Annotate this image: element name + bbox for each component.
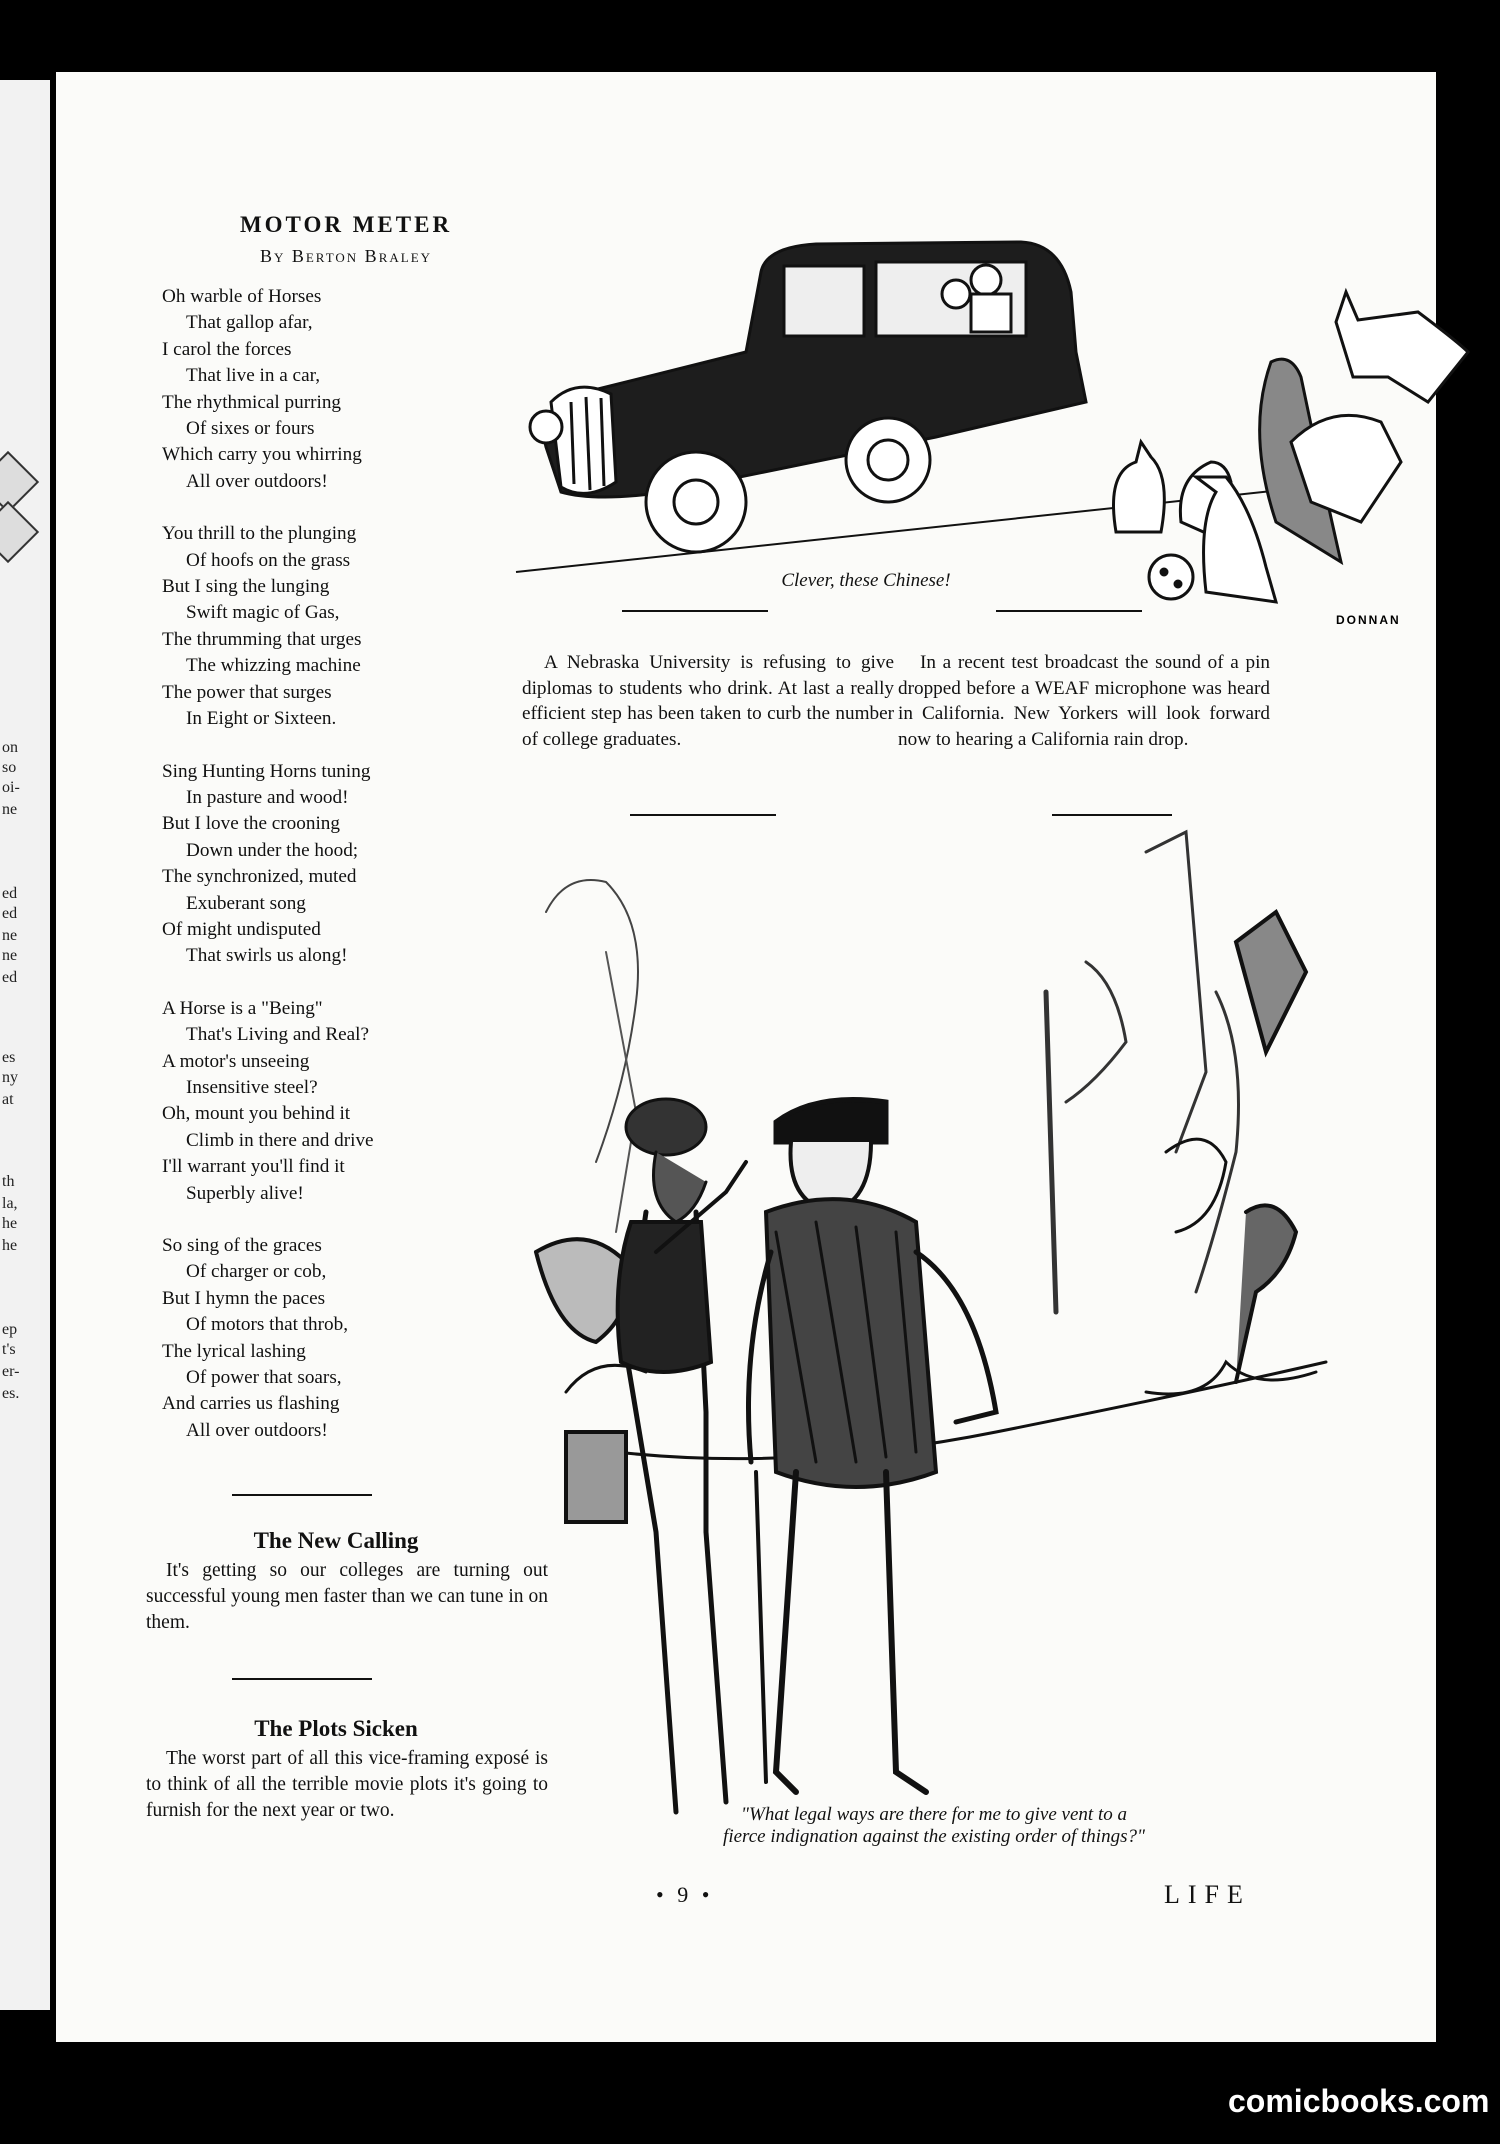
facing-page-text-fragment: he xyxy=(2,1215,18,1232)
plots-sicken-heading: The Plots Sicken xyxy=(254,1716,418,1741)
poem-line: The whizzing machine xyxy=(186,655,361,677)
divider xyxy=(232,1494,372,1496)
poem-line: I'll warrant you'll find it xyxy=(162,1156,345,1178)
cartoon2-caption-line1: "What legal ways are there for me to give vent to a xyxy=(741,1804,1127,1825)
facing-page-text-fragment: ep xyxy=(2,1321,18,1338)
ornament-icon xyxy=(0,501,39,563)
poem-line: Oh, mount you behind it xyxy=(162,1103,351,1125)
poem-line: You thrill to the plunging xyxy=(162,523,357,545)
poem-title: MOTOR METER xyxy=(239,212,453,237)
divider xyxy=(622,610,768,612)
facing-page-text-fragment: ne xyxy=(2,947,18,964)
joke-weaf xyxy=(898,650,1270,752)
facing-page-edge xyxy=(0,80,50,2010)
poem-line: Swift magic of Gas, xyxy=(186,602,340,624)
cartoon2-caption-line2: fierce indignation against the existing order of things?" xyxy=(723,1826,1145,1847)
facing-page-text-fragment: th xyxy=(2,1173,15,1190)
facing-page-text-fragment: ny xyxy=(2,1069,18,1086)
cartoon2-caption xyxy=(496,1804,1372,1848)
poem-line: Insensitive steel? xyxy=(186,1076,318,1098)
poem-line: A motor's unseeing xyxy=(162,1050,310,1072)
poem-stanza xyxy=(162,759,522,970)
poem-body xyxy=(162,284,522,1470)
poem-line: In pasture and wood! xyxy=(186,786,349,808)
cartoon-signature: DONNAN xyxy=(1336,613,1401,627)
poem-line: Of sixes or fours xyxy=(186,418,315,440)
poem-line: Sing Hunting Horns tuning xyxy=(162,760,371,782)
poem-line: The lyrical lashing xyxy=(162,1340,306,1362)
poem-stanza xyxy=(162,284,522,495)
poem-line: Climb in there and drive xyxy=(186,1129,374,1151)
poem-line: Down under the hood; xyxy=(186,839,359,861)
facing-page-text-fragment: on xyxy=(2,739,18,756)
watermark: comicbooks.com xyxy=(1228,2083,1490,2119)
new-calling-body: It's getting so our colleges are turning out successful young men faster than we can tune in on them. xyxy=(146,1560,548,1633)
poem-line: That gallop afar, xyxy=(186,312,313,334)
poem-line: The power that surges xyxy=(162,681,332,703)
poem-line: But I hymn the paces xyxy=(162,1287,326,1309)
new-calling-heading: The New Calling xyxy=(253,1528,419,1553)
poem-line: That's Living and Real? xyxy=(186,1024,370,1046)
divider xyxy=(630,814,776,816)
new-calling-text xyxy=(146,1558,548,1636)
poem-line: That live in a car, xyxy=(186,365,321,387)
facing-page-text-fragment: ed xyxy=(2,969,18,986)
facing-page-text-fragment: ed xyxy=(2,885,18,902)
facing-page-text-fragment: ed xyxy=(2,905,18,922)
poem-stanza xyxy=(162,996,522,1207)
poem-stanza xyxy=(162,1233,522,1444)
divider xyxy=(1052,814,1172,816)
poem-line: In Eight or Sixteen. xyxy=(186,708,337,730)
poem-line: But I love the crooning xyxy=(162,813,340,835)
poem-stanza xyxy=(162,521,522,732)
divider xyxy=(996,610,1142,612)
facing-page-text-fragment: ne xyxy=(2,927,18,944)
poem-line: But I sing the lunging xyxy=(162,576,330,598)
poem-line: And carries us flashing xyxy=(162,1393,340,1415)
joke-nebraska-text: A Nebraska University is refusing to give diplomas to students who drink. At last a really efficient step has been taken to curb the number of college graduates. xyxy=(522,652,894,750)
poem-line: Of hoofs on the grass xyxy=(186,549,351,571)
poem-line: I carol the forces xyxy=(162,338,292,360)
facing-page-text-fragment: es xyxy=(2,1049,16,1066)
poem-line: A Horse is a "Being" xyxy=(162,997,323,1019)
facing-page-text-fragment: t's xyxy=(2,1341,16,1358)
poem-line: All over outdoors! xyxy=(186,1419,328,1441)
facing-page-text-fragment: at xyxy=(2,1091,14,1108)
poem-line: The rhythmical purring xyxy=(162,391,342,413)
plots-sicken-body: The worst part of all this vice-framing exposé is to think of all the terrible movie plots it's going to furnish for the next year or two. xyxy=(146,1748,548,1821)
poem-author: By Berton Braley xyxy=(259,246,433,266)
poem-line: Of power that soars, xyxy=(186,1367,342,1389)
facing-page-text-fragment: oi- xyxy=(2,779,20,796)
poem-line: The synchronized, muted xyxy=(162,866,357,888)
poem-line: All over outdoors! xyxy=(186,470,328,492)
joke-nebraska xyxy=(522,650,894,752)
poem-line: Oh warble of Horses xyxy=(162,286,322,307)
facing-page-text-fragment: er- xyxy=(2,1363,20,1380)
facing-page-text-fragment: he xyxy=(2,1237,18,1254)
poem-line: Of charger or cob, xyxy=(186,1261,327,1283)
facing-page-text-fragment: so xyxy=(2,759,17,776)
cartoon1-caption: Clever, these Chinese! xyxy=(781,570,951,591)
magazine-name: LIFE xyxy=(1164,1880,1251,1909)
magazine-page xyxy=(56,72,1436,2042)
poem-line: Of motors that throb, xyxy=(186,1314,349,1336)
poem-line: Superbly alive! xyxy=(186,1182,304,1204)
poem-line: Of might undisputed xyxy=(162,918,321,940)
facing-page-text-fragment: ne xyxy=(2,801,18,818)
poem-line: Which carry you whirring xyxy=(162,444,362,466)
doorman-and-tramp-sketch xyxy=(526,832,1366,1832)
facing-page-text-fragment: es. xyxy=(2,1385,20,1402)
page-number: • 9 • xyxy=(656,1882,714,1907)
poem-line: So sing of the graces xyxy=(162,1235,322,1256)
poem-line: Exuberant song xyxy=(186,892,306,914)
divider xyxy=(232,1678,372,1680)
joke-weaf-text: In a recent test broadcast the sound of a pin dropped before a WEAF microphone was heard in California. New Yorkers will look forward now to hearing a California rain drop. xyxy=(898,652,1270,750)
poem-line: That swirls us along! xyxy=(186,945,348,967)
plots-sicken-text xyxy=(146,1746,548,1824)
facing-page-text-fragment: la, xyxy=(2,1195,18,1212)
poem-line: The thrumming that urges xyxy=(162,628,362,650)
